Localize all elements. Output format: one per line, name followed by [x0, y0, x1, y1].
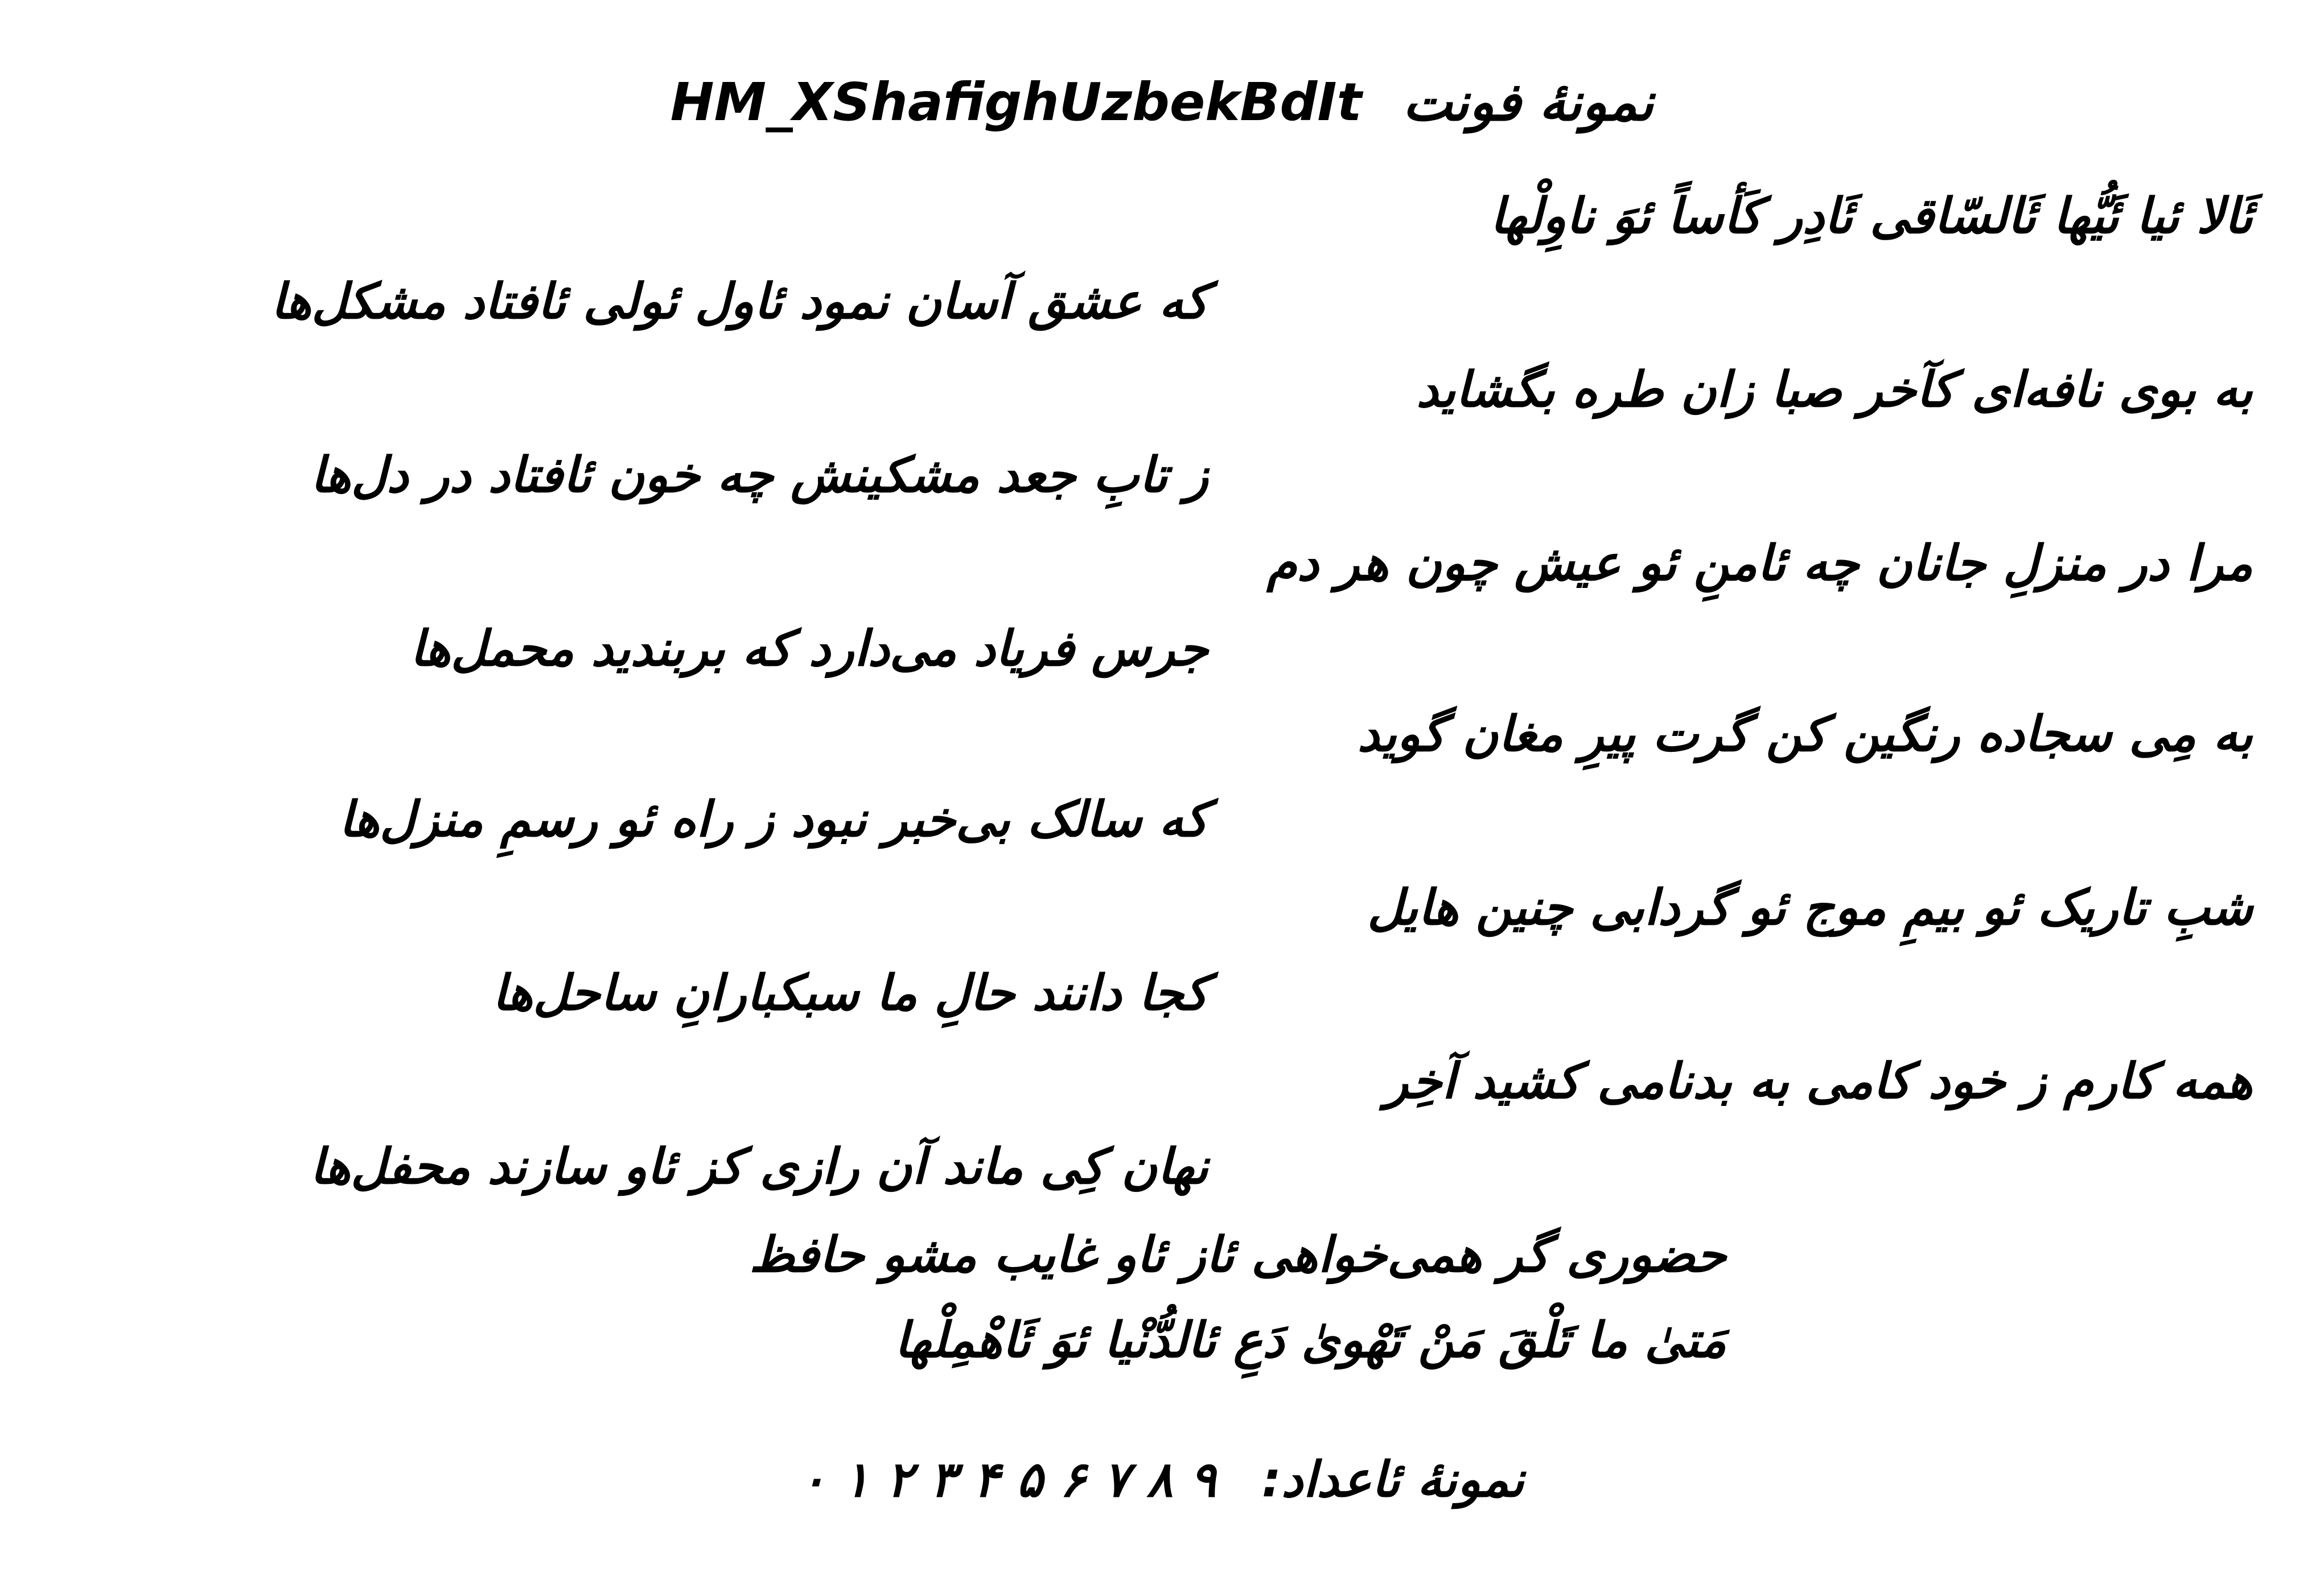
font-name: HM_XShafighUzbekBdIt — [670, 72, 1362, 133]
poem-line: به مِی سجاده رنگین کن گرت پیرِ مغان گوید — [1357, 706, 2253, 763]
poem-line: جرس فریاد می‌دارد که بربندید محمل‌ها — [410, 620, 1208, 677]
poem-line: مَتیٰ ما تَلْقَ مَنْ تَهْویٰ دَعِ ئالدُّنْیا ئوَ ئَاهْمِلْها — [894, 1312, 1726, 1369]
poem-line: ئَالا ئیا ئَیُّها ئَالسّاقی ئَادِر کَأساً ئوَ ناوِلْها — [1490, 188, 2253, 245]
page-title — [0, 63, 2324, 142]
digits-values: ۹ ۸ ۷ ۶ ۵ ۴ ۳ ۲ ۱ ۰ — [800, 1451, 1216, 1508]
poem-line: شبِ تاریک ئو بیمِ موج ئو گردابی چنین هایل — [1367, 879, 2253, 936]
digits-sample — [0, 1443, 2324, 1517]
poem-line: به بوی نافه‌ای کآخر صبا زان طره بگشاید — [1416, 361, 2253, 418]
title-label: نمونهٔ فونت — [1402, 72, 1654, 133]
poem-line: ز تابِ جعد مشکینش چه خون ئافتاد در دل‌ها — [310, 447, 1208, 504]
poem-line: که عشق آسان نمود ئاول ئولی ئافتاد مشکل‌ها — [270, 273, 1208, 330]
poem-line: همه کارم ز خود کامی به بدنامی کشید آخِر — [1384, 1053, 2253, 1110]
poem-line: که سالک بی‌خبر نبود ز راه ئو رسمِ منزل‌ها — [339, 791, 1208, 848]
poem-line: مرا در منزلِ جانان چه ئامنِ ئو عیش چون هر دم — [1266, 535, 2253, 592]
poem-line: کجا دانند حالِ ما سبکبارانِ ساحل‌ها — [492, 965, 1208, 1022]
poem-line: حضوری گر همی‌خواهی ئاز ئاو غایب مشو حافظ — [749, 1227, 1726, 1283]
poem-line: نهان کِی ماند آن رازی کز ئاو سازند محفل‌ها — [310, 1138, 1208, 1195]
digits-label: نمونهٔ ئاعداد: — [1261, 1451, 1524, 1508]
